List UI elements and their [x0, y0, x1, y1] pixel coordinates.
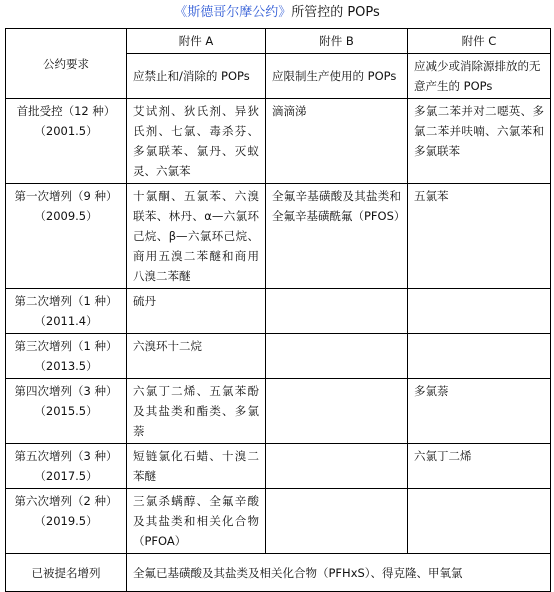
row-label-cell	[6, 184, 127, 289]
table-row	[6, 334, 551, 379]
row-label-cell	[6, 379, 127, 444]
cell-annex-a: 六氯丁二烯、五氯苯酚及其盐类和酯类、多氯萘	[127, 379, 266, 444]
title-convention-name: 《斯德哥尔摩公约》	[174, 5, 292, 20]
row-label: 第一次增列（9 种）	[14, 189, 118, 203]
cell-annex-a: 十氯酮、五氯苯、六溴联苯、林丹、α—六氯环己烷、β—六氯环己烷、商用五溴二苯醚和商用八溴二苯醚	[127, 184, 266, 289]
table-row	[6, 184, 551, 289]
cell-annex-c: 五氯苯	[408, 184, 551, 289]
row-date: （2017.5）	[34, 469, 98, 483]
cell-annex-c: 多氯萘	[408, 379, 551, 444]
header-annex-a-desc: 应禁止和/消除的 POPs	[127, 54, 266, 99]
cell-annex-c	[408, 489, 551, 554]
table-row	[6, 99, 551, 184]
header-annex-c: 附件 C	[408, 29, 551, 54]
cell-annex-a: 艾试剂、狄氏剂、异狄氏剂、七氯、毒杀芬、多氯联苯、氯丹、灭蚁灵、六氯苯	[127, 99, 266, 184]
title-suffix: 所管控的 POPs	[291, 5, 380, 20]
cell-annex-c: 六氯丁二烯	[408, 444, 551, 489]
row-label-cell	[6, 489, 127, 554]
cell-annex-a: 六溴环十二烷	[127, 334, 266, 379]
row-label-cell	[6, 99, 127, 184]
cell-annex-a: 短链氯化石蜡、十溴二苯醚	[127, 444, 266, 489]
row-date: （2001.5）	[34, 124, 98, 138]
proposed-label: 已被提名增列	[6, 554, 127, 592]
row-date: （2009.5）	[34, 209, 98, 223]
row-date: （2019.5）	[34, 514, 98, 528]
row-date: （2013.5）	[34, 359, 98, 373]
cell-annex-b: 滴滴涕	[266, 99, 408, 184]
row-label-cell	[6, 334, 127, 379]
table-row	[6, 489, 551, 554]
cell-annex-b	[266, 334, 408, 379]
row-label: 第四次增列（3 种）	[14, 384, 118, 398]
cell-annex-b	[266, 289, 408, 334]
table-title	[0, 4, 554, 22]
header-annex-b: 附件 B	[266, 29, 408, 54]
table-row	[6, 444, 551, 489]
cell-annex-c	[408, 334, 551, 379]
cell-annex-b	[266, 489, 408, 554]
pops-table	[5, 28, 551, 592]
cell-annex-a: 三氯杀螨醇、全氟辛酸及其盐类和相关化合物（PFOA）	[127, 489, 266, 554]
header-requirement: 公约要求	[6, 29, 127, 99]
cell-annex-b: 全氟辛基磺酸及其盐类和全氟辛基磺酰氟（PFOS）	[266, 184, 408, 289]
row-label: 第六次增列（2 种）	[14, 494, 118, 508]
cell-annex-c: 多氯二苯并对二噁英、多氯二苯并呋喃、六氯苯和多氯联苯	[408, 99, 551, 184]
proposed-text: 全氟已基磺酸及其盐类及相关化合物（PFHxS）、得克隆、甲氧氯	[127, 554, 551, 592]
row-label-cell	[6, 444, 127, 489]
cell-annex-b	[266, 444, 408, 489]
row-label: 第五次增列（3 种）	[14, 449, 118, 463]
row-date: （2011.4）	[34, 314, 98, 328]
header-annex-a: 附件 A	[127, 29, 266, 54]
header-annex-b-desc: 应限制生产使用的 POPs	[266, 54, 408, 99]
row-label: 第三次增列（1 种）	[14, 339, 118, 353]
row-date: （2015.5）	[34, 404, 98, 418]
cell-annex-c	[408, 289, 551, 334]
table-row	[6, 379, 551, 444]
row-label-cell	[6, 289, 127, 334]
cell-annex-a: 硫丹	[127, 289, 266, 334]
header-annex-c-desc: 应减少或消除源排放的无意产生的 POPs	[408, 54, 551, 99]
cell-annex-b	[266, 379, 408, 444]
table-row-proposed	[6, 554, 551, 592]
table-row	[6, 289, 551, 334]
row-label: 第二次增列（1 种）	[14, 294, 118, 308]
row-label: 首批受控（12 种）	[16, 104, 116, 118]
